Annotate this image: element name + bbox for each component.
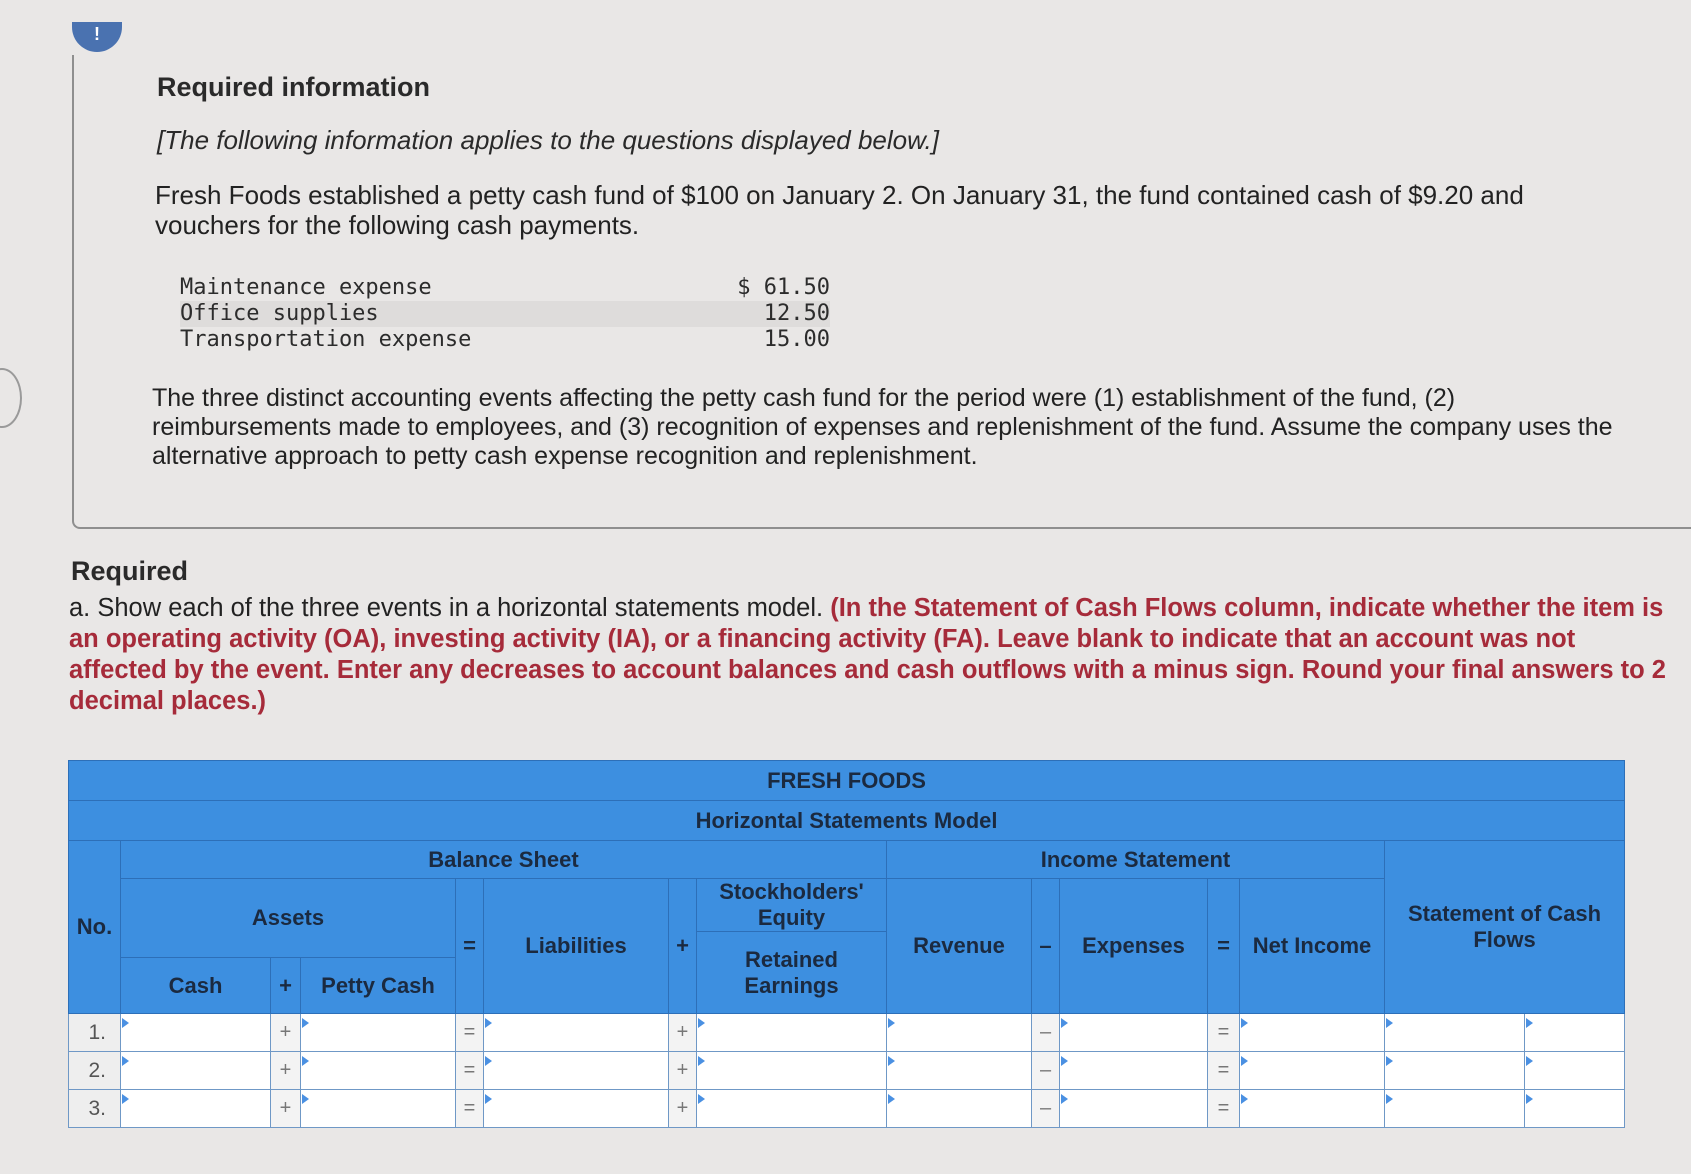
cash-flow-amount-input[interactable] xyxy=(1385,1014,1525,1052)
cash-input[interactable] xyxy=(121,1090,271,1128)
cash-flow-amount-input[interactable] xyxy=(1385,1052,1525,1090)
requirement-a xyxy=(69,593,1674,717)
cash-input[interactable] xyxy=(121,1052,271,1090)
equals-sign: = xyxy=(1208,1090,1240,1128)
plus-sign: + xyxy=(271,958,301,1014)
liabilities-header: Liabilities xyxy=(484,879,669,1014)
equals-sign: = xyxy=(456,1052,484,1090)
liabilities-input[interactable] xyxy=(484,1014,669,1052)
cash-flow-activity-select[interactable] xyxy=(1525,1090,1625,1128)
events-description: The three distinct accounting events affecting the petty cash fund for the period were (1) establishment of the fund, (2) reimbursements made to employees, and (3) recognition of expenses and replenishment of the fund. Assume the company uses the alternative approach to petty cash expense recognition and replenishment. xyxy=(152,384,1613,470)
minus-sign: – xyxy=(1032,1052,1060,1090)
plus-sign: + xyxy=(669,1014,697,1052)
equals-sign: = xyxy=(1208,879,1240,1014)
voucher-amount: $ 61.50 xyxy=(737,275,830,300)
expenses-input[interactable] xyxy=(1060,1014,1208,1052)
cash-flow-activity-select[interactable] xyxy=(1525,1052,1625,1090)
retained-earnings-input[interactable] xyxy=(697,1052,887,1090)
petty-cash-input[interactable] xyxy=(301,1052,456,1090)
liabilities-input[interactable] xyxy=(484,1052,669,1090)
retained-earnings-header: Retained Earnings xyxy=(697,932,887,1014)
table-row xyxy=(69,1014,1625,1052)
row-number: 2. xyxy=(69,1052,121,1090)
cash-flows-header: Statement of Cash Flows xyxy=(1385,841,1625,1014)
revenue-header: Revenue xyxy=(887,879,1032,1014)
plus-sign: + xyxy=(669,879,697,1014)
required-info-title: Required information xyxy=(157,72,431,102)
net-income-header: Net Income xyxy=(1240,879,1385,1014)
equals-sign: = xyxy=(1208,1014,1240,1052)
stockholders-equity-header: Stockholders' Equity xyxy=(697,879,887,932)
equals-sign: = xyxy=(1208,1052,1240,1090)
voucher-label: Transportation expense xyxy=(180,327,472,352)
minus-sign: – xyxy=(1032,1090,1060,1128)
net-income-input[interactable] xyxy=(1240,1014,1385,1052)
table-row xyxy=(69,1052,1625,1090)
retained-earnings-input[interactable] xyxy=(697,1090,887,1128)
voucher-row xyxy=(180,327,830,353)
col-no-header: No. xyxy=(69,841,121,1014)
required-title: Required xyxy=(71,556,189,586)
cash-flow-amount-input[interactable] xyxy=(1385,1090,1525,1128)
plus-sign: + xyxy=(271,1090,301,1128)
scenario-text: Fresh Foods established a petty cash fund of $100 on January 2. On January 31, the fund contained cash of $9.20 and vouchers for the following cash payments. xyxy=(155,180,1524,240)
plus-sign: + xyxy=(271,1052,301,1090)
cash-flow-activity-select[interactable] xyxy=(1525,1014,1625,1052)
petty-cash-input[interactable] xyxy=(301,1014,456,1052)
revenue-input[interactable] xyxy=(887,1090,1032,1128)
table-row xyxy=(69,1090,1625,1128)
info-alert-icon: ! xyxy=(72,22,122,52)
expenses-header: Expenses xyxy=(1060,879,1208,1014)
retained-earnings-input[interactable] xyxy=(697,1014,887,1052)
expenses-input[interactable] xyxy=(1060,1052,1208,1090)
requirement-a-instructions: (In the Statement of Cash Flows column, indicate whether the item is an operating activity (OA), investing activity (IA), or a financing activity (FA). Leave blank to indicate that an account was not affected by the event. Enter any decreases to account balances and cash outflows with a minus sign. Round your final answers to 2 decimal places.) xyxy=(69,594,1666,715)
row-number: 3. xyxy=(69,1090,121,1128)
balance-sheet-header: Balance Sheet xyxy=(121,841,887,879)
petty-cash-header: Petty Cash xyxy=(301,958,456,1014)
table-model-title: Horizontal Statements Model xyxy=(69,801,1625,841)
voucher-list xyxy=(180,275,830,353)
equals-sign: = xyxy=(456,1014,484,1052)
net-income-input[interactable] xyxy=(1240,1090,1385,1128)
cash-input[interactable] xyxy=(121,1014,271,1052)
plus-sign: + xyxy=(669,1052,697,1090)
revenue-input[interactable] xyxy=(887,1052,1032,1090)
voucher-label: Maintenance expense xyxy=(180,275,432,300)
revenue-input[interactable] xyxy=(887,1014,1032,1052)
row-number: 1. xyxy=(69,1014,121,1052)
table-company-title: FRESH FOODS xyxy=(69,761,1625,801)
intro-note: [The following information applies to the questions displayed below.] xyxy=(157,125,939,155)
voucher-label: Office supplies xyxy=(180,301,379,326)
liabilities-input[interactable] xyxy=(484,1090,669,1128)
assets-header: Assets xyxy=(121,879,456,958)
plus-sign: + xyxy=(271,1014,301,1052)
plus-sign: + xyxy=(669,1090,697,1128)
income-statement-header: Income Statement xyxy=(887,841,1385,879)
minus-sign: – xyxy=(1032,1014,1060,1052)
voucher-amount: 12.50 xyxy=(763,301,830,326)
equals-sign: = xyxy=(456,1090,484,1128)
cash-header: Cash xyxy=(121,958,271,1014)
requirement-a-plain: a. Show each of the three events in a horizontal statements model. xyxy=(69,594,831,622)
horizontal-statements-model-table xyxy=(68,760,1625,1128)
expenses-input[interactable] xyxy=(1060,1090,1208,1128)
petty-cash-input[interactable] xyxy=(301,1090,456,1128)
voucher-row xyxy=(180,275,830,301)
minus-sign: – xyxy=(1032,879,1060,1014)
voucher-row xyxy=(180,301,830,327)
voucher-amount: 15.00 xyxy=(763,327,830,352)
side-tab-handle[interactable] xyxy=(0,368,22,428)
net-income-input[interactable] xyxy=(1240,1052,1385,1090)
equals-sign: = xyxy=(456,879,484,1014)
